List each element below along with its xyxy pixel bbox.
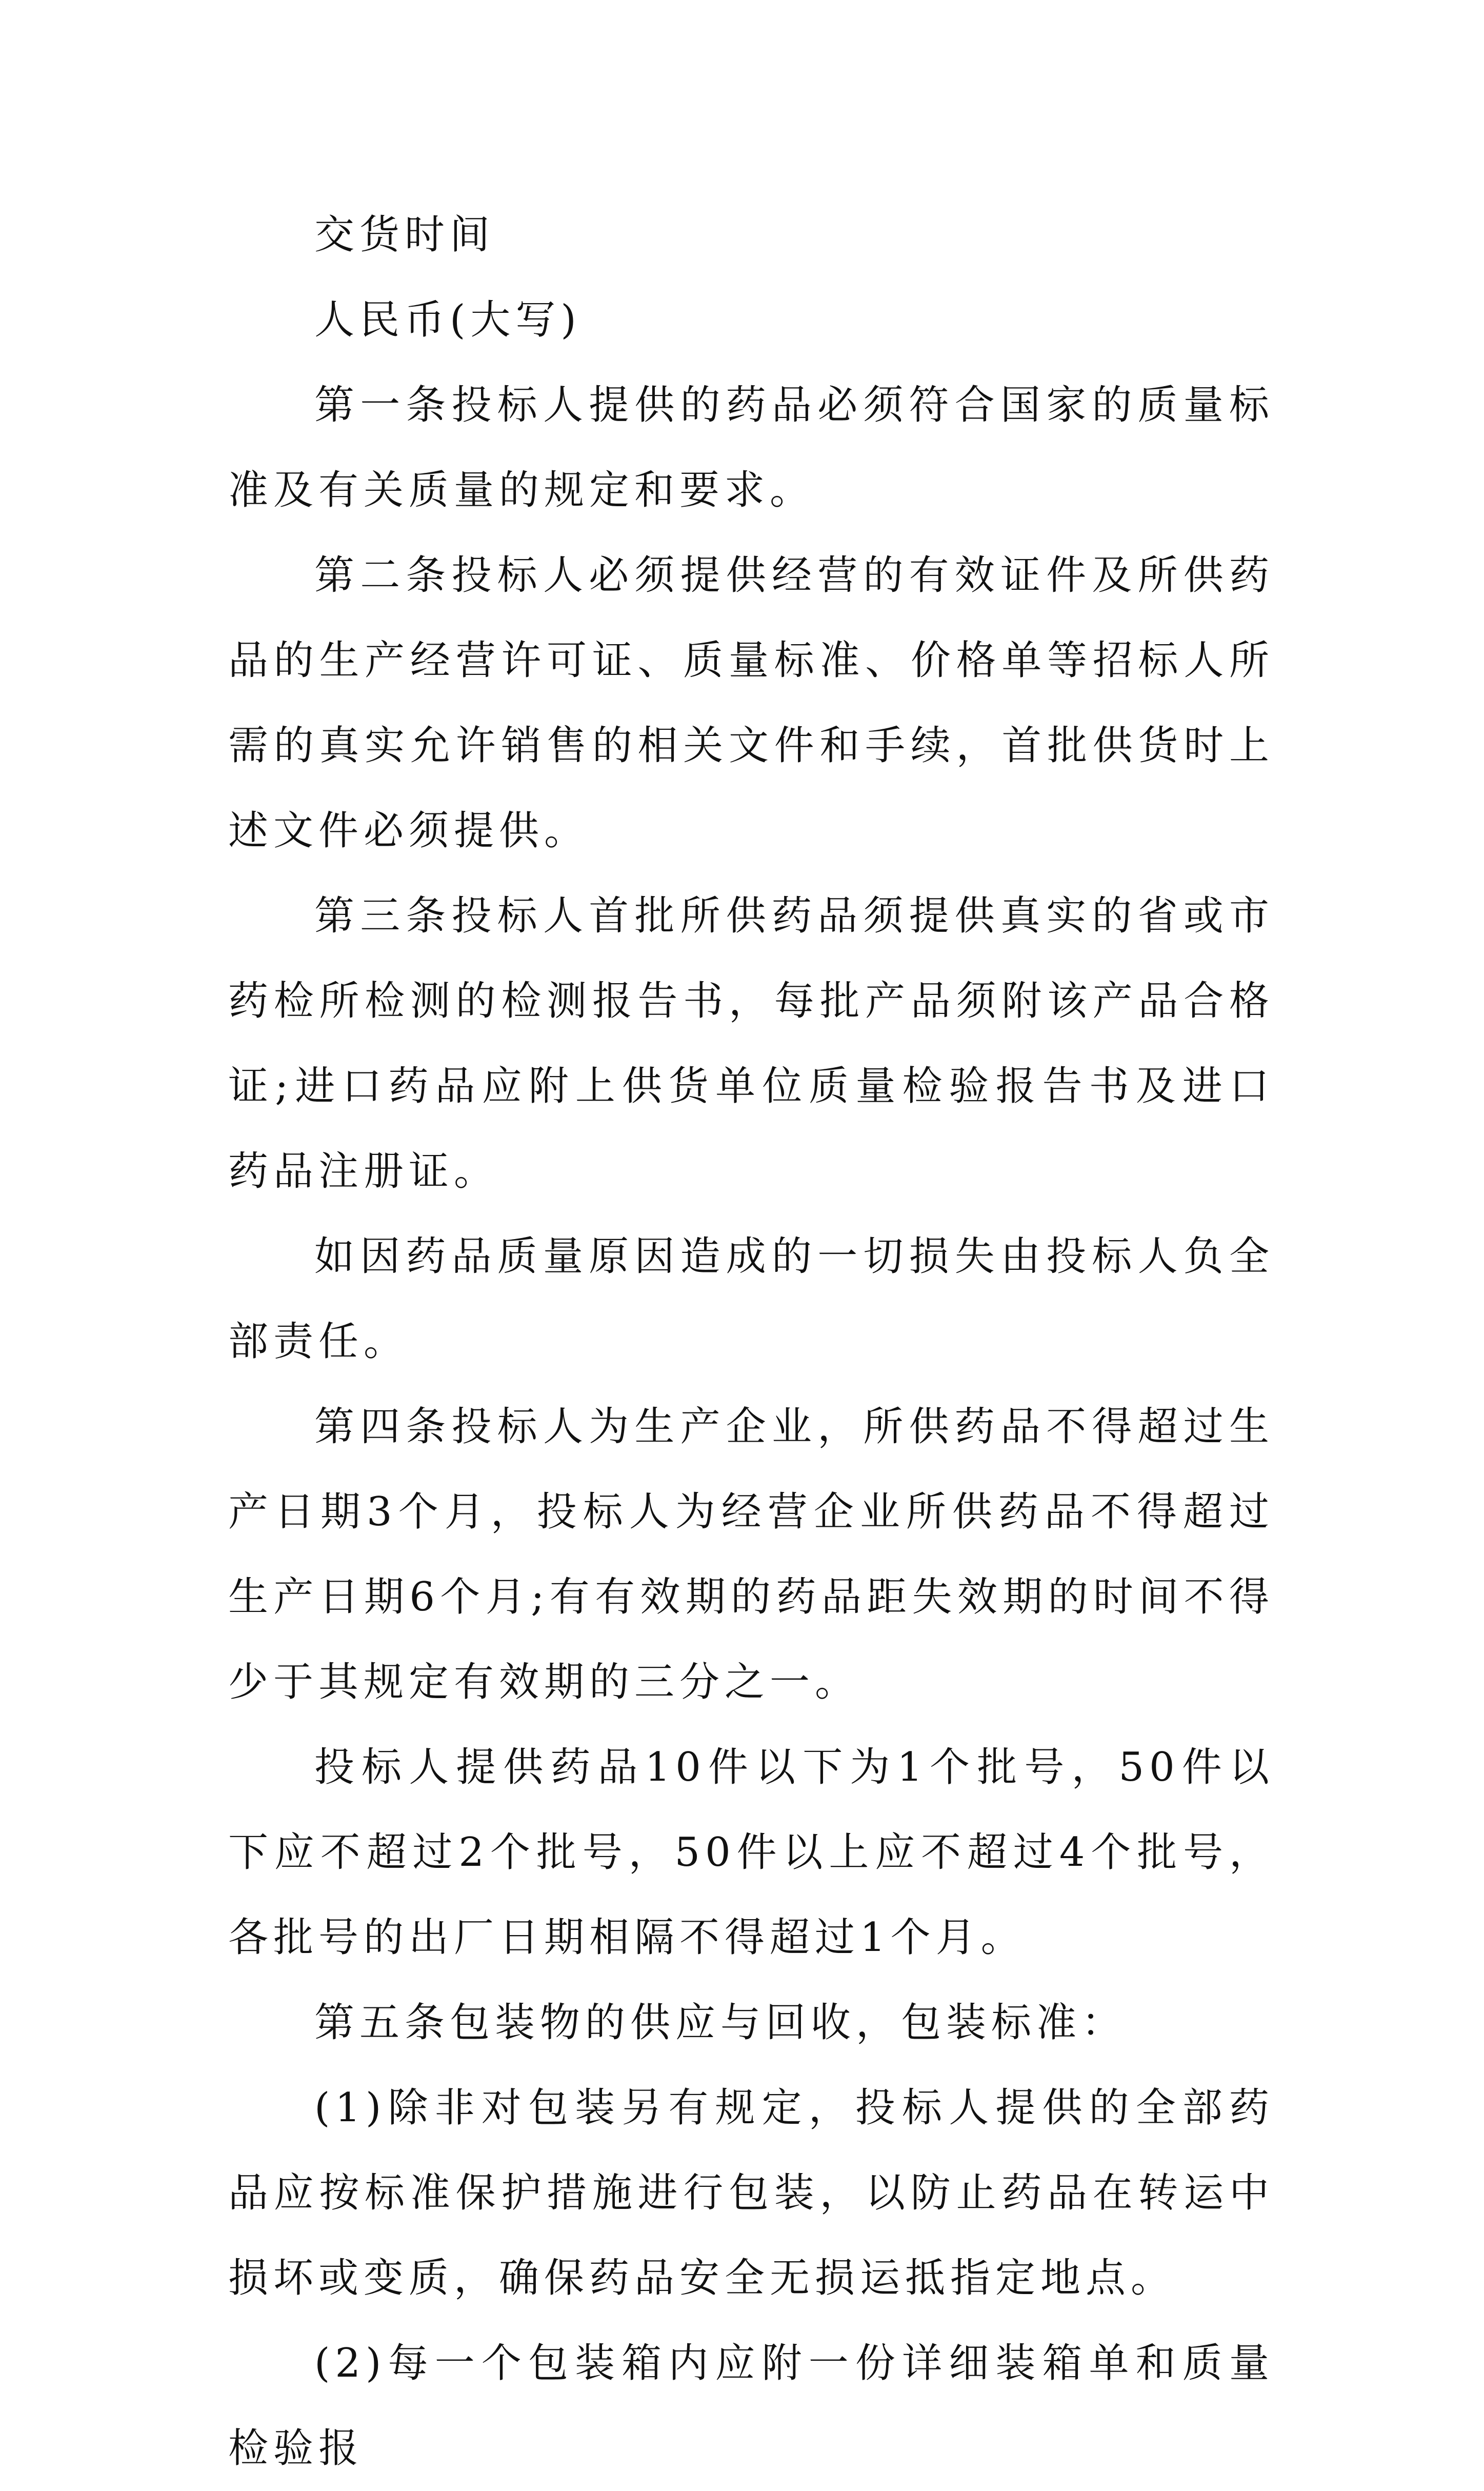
paragraph-article-5: 第五条包装物的供应与回收，包装标准： (314, 2000, 1127, 2046)
paragraph-article-3: 第三条投标人首批所供药品须提供真实的省或市药检所检测的检测报告书，每批产品须附该产品合格证;进口药品应附上供货单位质量检验报告书及进口药品注册证。 (228, 893, 1274, 1194)
paragraph-packaging-2: (2)每一个包装箱内应附一份详细装箱单和质量检验报 (228, 2340, 1274, 2472)
paragraph-article-4: 第四条投标人为生产企业，所供药品不得超过生产日期3个月，投标人为经营企业所供药品不得超过生产日期6个月;有有效期的药品距失效期的时间不得少于其规定有效期的三分之一。 (228, 1404, 1274, 1705)
paragraph-article-2: 第二条投标人必须提供经营的有效证件及所供药品的生产经营许可证、质量标准、价格单等招标人所需的真实允许销售的相关文件和手续，首批供货时上述文件必须提供。 (228, 552, 1274, 854)
paragraph-packaging-1: (1)除非对包装另有规定，投标人提供的全部药品应按标准保护措施进行包装，以防止药品在转运中损坏或变质，确保药品安全无损运抵指定地点。 (228, 2085, 1274, 2301)
paragraph-rmb-uppercase: 人民币(大写) (314, 297, 581, 343)
paragraph-quality-liability: 如因药品质量原因造成的一切损失由投标人负全部责任。 (228, 1233, 1274, 1365)
paragraph-batch-numbers: 投标人提供药品10件以下为1个批号，50件以下应不超过2个批号，50件以上应不超过4个批号，各批号的出厂日期相隔不得超过1个月。 (228, 1744, 1274, 1961)
document-body (228, 192, 1274, 2491)
paragraph-delivery-time: 交货时间 (314, 212, 495, 258)
paragraph-article-1: 第一条投标人提供的药品必须符合国家的质量标准及有关质量的规定和要求。 (228, 382, 1274, 513)
